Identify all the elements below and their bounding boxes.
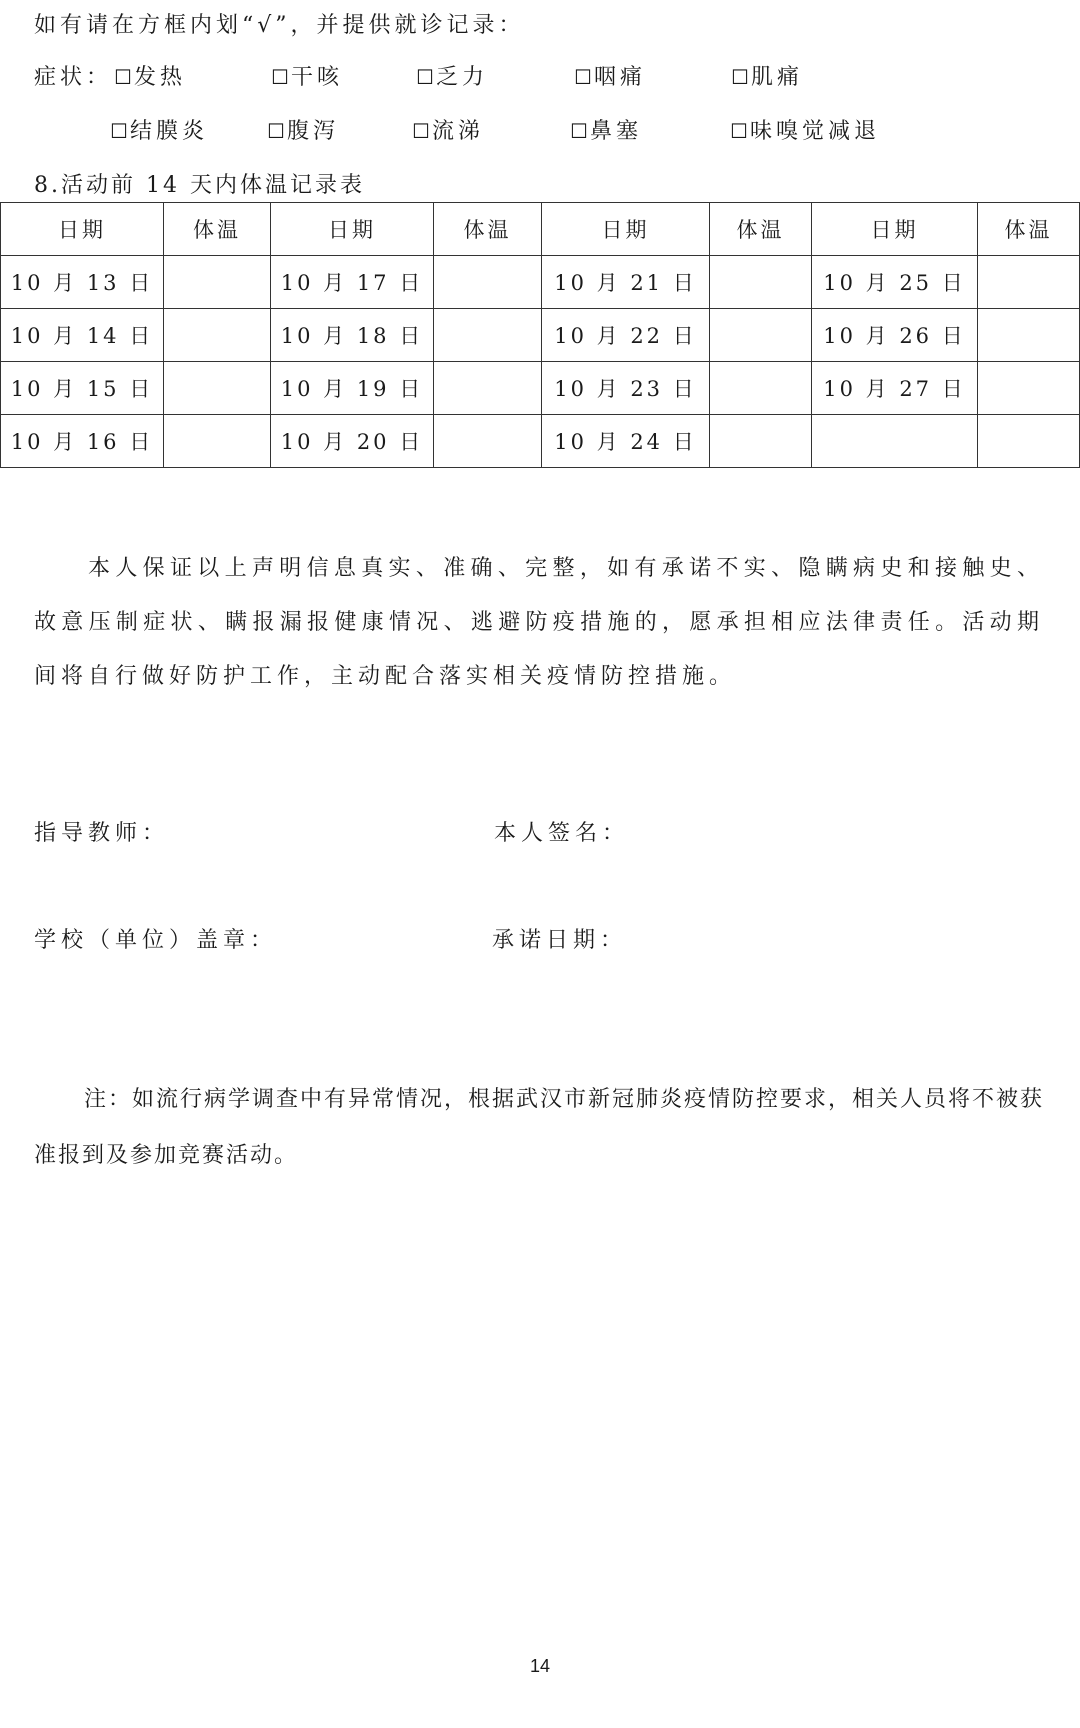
checkbox-icon[interactable]: ☐ bbox=[412, 119, 430, 143]
date-cell: 10 月 13 日 bbox=[1, 256, 164, 309]
school-stamp-label: 学校（单位）盖章： bbox=[34, 928, 278, 953]
date-cell: 10 月 21 日 bbox=[542, 256, 710, 309]
table-row bbox=[1, 256, 1080, 309]
checkbox-icon[interactable]: ☐ bbox=[267, 119, 285, 143]
checkbox-icon[interactable]: ☐ bbox=[114, 65, 132, 89]
header-date: 日期 bbox=[1, 203, 164, 256]
date-cell: 10 月 25 日 bbox=[812, 256, 978, 309]
symptom-option[interactable] bbox=[574, 60, 646, 91]
date-cell: 10 月 16 日 bbox=[1, 415, 164, 468]
temp-cell[interactable] bbox=[710, 362, 812, 415]
symptom-label: 干咳 bbox=[290, 65, 343, 90]
self-signature-label: 本人签名： bbox=[494, 821, 630, 846]
symptom-label: 发热 bbox=[133, 65, 186, 90]
temp-cell[interactable] bbox=[434, 415, 542, 468]
symptom-row-1 bbox=[0, 60, 1080, 100]
temp-cell[interactable] bbox=[710, 309, 812, 362]
symptom-label: 味嗅觉减退 bbox=[749, 119, 880, 144]
symptom-option[interactable] bbox=[267, 114, 339, 145]
date-cell bbox=[812, 415, 978, 468]
symptom-option[interactable] bbox=[570, 114, 642, 145]
table-row bbox=[1, 415, 1080, 468]
symptom-label: 腹泻 bbox=[286, 119, 339, 144]
header-date: 日期 bbox=[271, 203, 434, 256]
temp-cell[interactable] bbox=[434, 256, 542, 309]
temp-cell[interactable] bbox=[978, 309, 1080, 362]
table-row bbox=[1, 362, 1080, 415]
table-header-row bbox=[1, 203, 1080, 256]
temp-cell[interactable] bbox=[978, 256, 1080, 309]
header-temp: 体温 bbox=[978, 203, 1080, 256]
date-cell: 10 月 22 日 bbox=[542, 309, 710, 362]
pledge-paragraph: 本人保证以上声明信息真实、准确、完整，如有承诺不实、隐瞒病史和接触史、故意压制症状、瞒报漏报健康情况、逃避防疫措施的，愿承担相应法律责任。活动期间将自行做好防护工作，主动配合落实相关疫情防控措施。 bbox=[34, 556, 1044, 689]
temp-cell[interactable] bbox=[434, 362, 542, 415]
checkbox-icon[interactable]: ☐ bbox=[271, 65, 289, 89]
date-cell: 10 月 26 日 bbox=[812, 309, 978, 362]
temp-cell[interactable] bbox=[710, 415, 812, 468]
symptom-label: 鼻塞 bbox=[589, 119, 642, 144]
header-date: 日期 bbox=[812, 203, 978, 256]
checkbox-icon[interactable]: ☐ bbox=[730, 119, 748, 143]
temp-cell[interactable] bbox=[164, 309, 271, 362]
table-row bbox=[1, 309, 1080, 362]
temp-cell[interactable] bbox=[978, 415, 1080, 468]
page-number: 14 bbox=[529, 1656, 551, 1676]
intro-line: 如有请在方框内划“√”，并提供就诊记录： bbox=[34, 13, 525, 38]
symptom-label: 肌痛 bbox=[750, 65, 803, 90]
checkbox-icon[interactable]: ☐ bbox=[574, 65, 592, 89]
symptom-label: 咽痛 bbox=[593, 65, 646, 90]
advisor-signature-label: 指导教师： bbox=[34, 821, 170, 846]
checkbox-icon[interactable]: ☐ bbox=[416, 65, 434, 89]
symptom-option[interactable] bbox=[730, 114, 880, 145]
temp-cell[interactable] bbox=[164, 362, 271, 415]
header-temp: 体温 bbox=[434, 203, 542, 256]
note-paragraph: 注：如流行病学调查中有异常情况，根据武汉市新冠肺炎疫情防控要求，相关人员将不被获准报到及参加竞赛活动。 bbox=[34, 1087, 1045, 1168]
symptom-label: 流涕 bbox=[431, 119, 484, 144]
date-cell: 10 月 23 日 bbox=[542, 362, 710, 415]
temp-cell[interactable] bbox=[164, 256, 271, 309]
header-temp: 体温 bbox=[164, 203, 271, 256]
temperature-table bbox=[0, 202, 1080, 468]
temp-cell[interactable] bbox=[710, 256, 812, 309]
symptom-option[interactable] bbox=[114, 60, 186, 91]
date-cell: 10 月 20 日 bbox=[271, 415, 434, 468]
symptoms-label: 症状： bbox=[34, 65, 113, 90]
temp-cell[interactable] bbox=[434, 309, 542, 362]
temp-cell[interactable] bbox=[164, 415, 271, 468]
temp-cell[interactable] bbox=[978, 362, 1080, 415]
checkbox-icon[interactable]: ☐ bbox=[570, 119, 588, 143]
symptom-label: 乏力 bbox=[435, 65, 488, 90]
header-date: 日期 bbox=[542, 203, 710, 256]
date-cell: 10 月 15 日 bbox=[1, 362, 164, 415]
date-cell: 10 月 19 日 bbox=[271, 362, 434, 415]
date-cell: 10 月 27 日 bbox=[812, 362, 978, 415]
symptom-option[interactable] bbox=[271, 60, 343, 91]
checkbox-icon[interactable]: ☐ bbox=[110, 119, 128, 143]
date-cell: 10 月 14 日 bbox=[1, 309, 164, 362]
date-cell: 10 月 17 日 bbox=[271, 256, 434, 309]
date-cell: 10 月 18 日 bbox=[271, 309, 434, 362]
date-cell: 10 月 24 日 bbox=[542, 415, 710, 468]
pledge-date-label: 承诺日期： bbox=[492, 928, 628, 953]
symptom-option[interactable] bbox=[110, 114, 208, 145]
symptom-option[interactable] bbox=[416, 60, 488, 91]
section-title: 8.活动前 14 天内体温记录表 bbox=[34, 173, 365, 198]
header-temp: 体温 bbox=[710, 203, 812, 256]
symptom-option[interactable] bbox=[731, 60, 803, 91]
symptom-label: 结膜炎 bbox=[129, 119, 208, 144]
checkbox-icon[interactable]: ☐ bbox=[731, 65, 749, 89]
symptom-row-2 bbox=[0, 114, 1080, 154]
symptom-option[interactable] bbox=[412, 114, 484, 145]
